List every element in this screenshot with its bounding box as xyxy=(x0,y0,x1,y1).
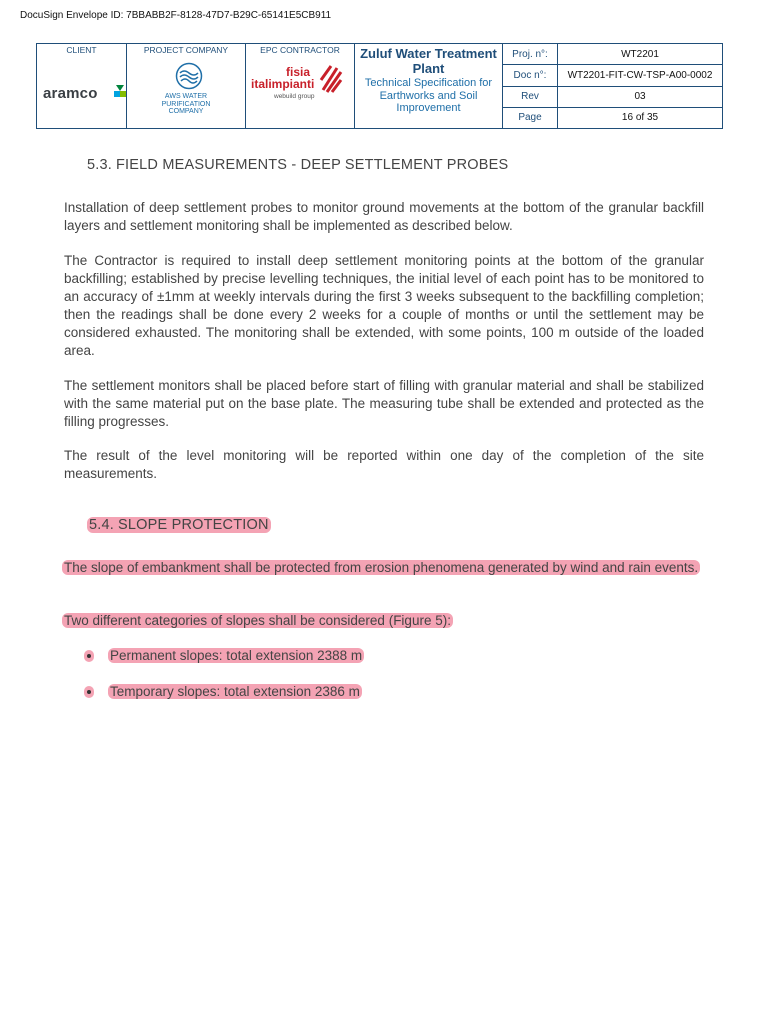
aramco-logo-icon xyxy=(113,84,127,98)
document-subtitle: Technical Specification for Earthworks and Soil Improvement xyxy=(364,77,493,114)
proj-label: Proj. n°: xyxy=(503,44,558,65)
page-value: 16 of 35 xyxy=(558,107,723,128)
proj-value: WT2201 xyxy=(558,44,723,65)
list-item xyxy=(84,684,362,699)
paragraph: The Contractor is required to install deep settlement monitoring points at the bottom of the granular backfilling; established by precise levelling techniques, the initial level of each point has to be monitored to an accuracy of ±1mm at weekly intervals during the first 3 weeks subsequent to the backfilling completion; then the readings shall be done every 2 weeks for a couple of months or until the settlement may be considered exhausted. The monitoring shall be extended, with some points, 100 m outside of the loaded area. xyxy=(64,253,704,358)
list-item-text: Temporary slopes: total extension 2386 m xyxy=(110,684,360,699)
list-item-text: Permanent slopes: total extension 2388 m xyxy=(110,648,363,663)
page-label: Page xyxy=(503,107,558,128)
section-title: FIELD MEASUREMENTS - DEEP SETTLEMENT PROBES xyxy=(116,157,509,173)
section-5-3-heading xyxy=(87,157,508,173)
fisia-logo-line3: webuild group xyxy=(274,93,315,100)
rev-label: Rev xyxy=(503,86,558,107)
section-number: 5.4. xyxy=(89,517,114,533)
bullet-icon xyxy=(84,650,94,662)
section-number: 5.3. xyxy=(87,157,112,173)
paragraph: Installation of deep settlement probes to monitor ground movements at the bottom of the granular backfill layers and settlement monitoring shall be implemented as described below. xyxy=(64,200,704,233)
section-title: SLOPE PROTECTION xyxy=(118,517,269,533)
paragraph: The result of the level monitoring will be reported within one day of the completion of the site measurements. xyxy=(64,448,704,481)
aramco-logo-text: aramco xyxy=(43,85,98,102)
rev-value: 03 xyxy=(558,86,723,107)
project-company-cell xyxy=(127,44,246,129)
fisia-logo-line1: fisia xyxy=(286,65,311,79)
title-cell xyxy=(355,44,503,129)
project-company-label: PROJECT COMPANY xyxy=(143,45,229,55)
list-item xyxy=(84,648,364,663)
document-title: Zuluf Water Treatment Plant xyxy=(360,46,497,76)
document-header-table xyxy=(36,43,723,129)
paragraph: The settlement monitors shall be placed before start of filling with granular material and shall be stabilized with the same material put on the base plate. The measuring tube shall be extended and protected as the filling progresses. xyxy=(64,378,704,429)
fisia-logo-icon xyxy=(319,64,343,94)
highlighted-paragraph: Two different categories of slopes shall be considered (Figure 5): xyxy=(64,613,451,628)
highlighted-paragraph: The slope of embankment shall be protected from erosion phenomena generated by wind and rain events. xyxy=(64,560,699,575)
doc-label: Doc n°: xyxy=(503,65,558,86)
section-5-4-heading xyxy=(87,517,271,533)
epc-contractor-cell xyxy=(246,44,355,129)
aws-water-logo-icon xyxy=(175,62,203,90)
bullet-icon xyxy=(84,686,94,698)
epc-contractor-label: EPC CONTRACTOR xyxy=(260,45,340,55)
client-label: CLIENT xyxy=(66,45,97,55)
aws-water-logo-text: AWS WATER PURIFICATION COMPANY xyxy=(161,93,211,115)
client-cell xyxy=(37,44,127,129)
fisia-logo-line2: italimpianti xyxy=(251,77,315,91)
doc-value: WT2201-FIT-CW-TSP-A00-0002 xyxy=(558,65,723,86)
docusign-envelope-id: DocuSign Envelope ID: 7BBABB2F-8128-47D7-B29C-65141E5CB911 xyxy=(20,10,332,21)
